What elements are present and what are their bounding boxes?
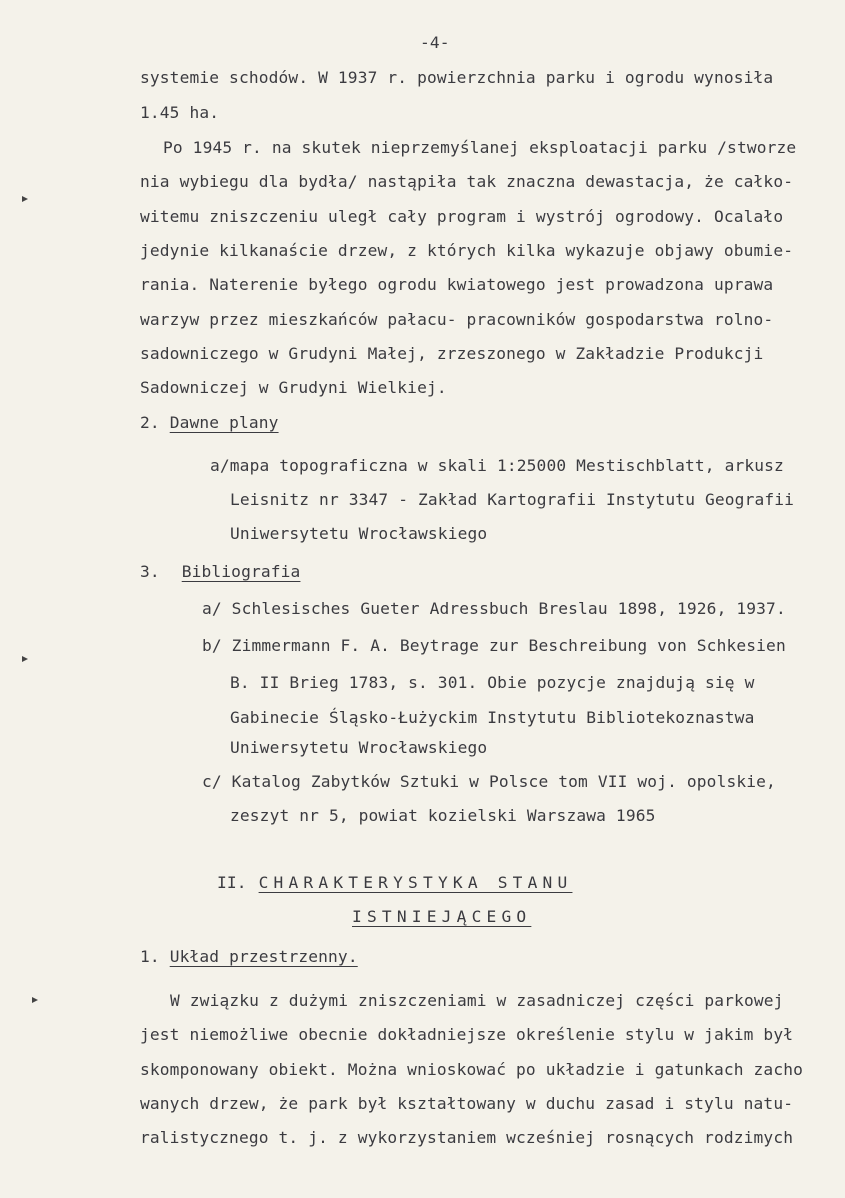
bibliography-item-continued: B. II Brieg 1783, s. 301. Obie pozycje znajdują się w: [230, 673, 755, 692]
bibliography-item-continued: Uniwersytetu Wrocławskiego: [230, 738, 488, 757]
bibliography-item: b/ Zimmermann F. A. Beytrage zur Beschreibung von Schkesien: [202, 636, 786, 655]
section-number: 2.: [140, 413, 160, 432]
section-number: 3.: [140, 562, 160, 581]
subsection-title: Układ przestrzenny.: [169, 947, 358, 966]
margin-mark: [22, 196, 28, 202]
margin-mark: [22, 656, 28, 662]
paragraph-line: ralistycznego t. j. z wykorzystaniem wcześniej rosnących rodzimych: [140, 1128, 794, 1147]
bibliography-item: a/ Schlesisches Gueter Adressbuch Breslau 1898, 1926, 1937.: [202, 599, 786, 618]
chapter-title-line: CHARAKTERYSTYKA STANU: [258, 873, 573, 892]
subsection-number: 1.: [140, 947, 160, 966]
paragraph-line: witemu zniszczeniu uległ cały program i wystrój ogrodowy. Ocalało: [140, 207, 784, 226]
paragraph-line: warzyw przez mieszkańców pałacu- pracowników gospodarstwa rolno-: [140, 310, 774, 329]
bibliography-item-continued: Gabinecie Śląsko-Łużyckim Instytutu Bibliotekoznastwa: [230, 708, 755, 727]
chapter-heading: [217, 873, 572, 893]
paragraph-line: jest niemożliwe obecnie dokładniejsze określenie stylu w jakim był: [140, 1025, 794, 1044]
subsection-heading: [140, 947, 358, 967]
margin-mark: [32, 997, 38, 1003]
list-item-continued: Leisnitz nr 3347 - Zakład Kartografii Instytutu Geografii: [230, 490, 795, 509]
paragraph-line: wanych drzew, że park był kształtowany w duchu zasad i stylu natu-: [140, 1094, 794, 1113]
paragraph-line: W związku z dużymi zniszczeniami w zasadniczej części parkowej: [170, 991, 784, 1010]
list-item: a/mapa topograficzna w skali 1:25000 Mestischblatt, arkusz: [210, 456, 784, 475]
bibliography-item: c/ Katalog Zabytków Sztuki w Polsce tom VII woj. opolskie,: [202, 772, 776, 791]
paragraph-line: systemie schodów. W 1937 r. powierzchnia parku i ogrodu wynosiła: [140, 68, 774, 87]
paragraph-line: skomponowany obiekt. Można wnioskować po układzie i gatunkach zacho: [140, 1060, 804, 1079]
section-heading: [140, 562, 300, 582]
chapter-number: II.: [217, 873, 247, 892]
paragraph-line: jedynie kilkanaście drzew, z których kilka wykazuje objawy obumie-: [140, 241, 794, 260]
paragraph-line: nia wybiegu dla bydła/ nastąpiła tak znaczna dewastacja, że całko-: [140, 172, 794, 191]
section-title: Bibliografia: [181, 562, 301, 581]
chapter-title-line: ISTNIEJĄCEGO: [352, 907, 532, 926]
paragraph-line: rania. Naterenie byłego ogrodu kwiatowego jest prowadzona uprawa: [140, 275, 774, 294]
bibliography-item-continued: zeszyt nr 5, powiat kozielski Warszawa 1965: [230, 806, 656, 825]
paragraph-line: 1.45 ha.: [140, 103, 220, 122]
paragraph-line: Sadowniczej w Grudyni Wielkiej.: [140, 378, 447, 397]
section-heading: [140, 413, 279, 433]
paragraph-line: Po 1945 r. na skutek nieprzemyślanej eksploatacji parku /stworze: [163, 138, 797, 157]
section-title: Dawne plany: [169, 413, 279, 432]
paragraph-line: sadowniczego w Grudyni Małej, zrzeszonego w Zakładzie Produkcji: [140, 344, 764, 363]
page-number: -4-: [420, 33, 450, 52]
list-item-continued: Uniwersytetu Wrocławskiego: [230, 524, 488, 543]
